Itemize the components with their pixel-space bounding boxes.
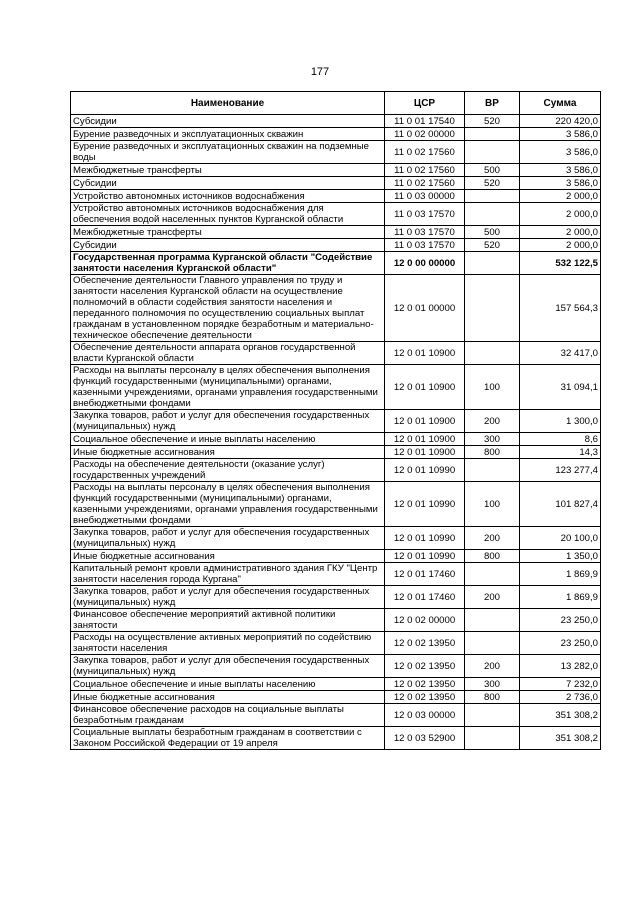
cell-name: Расходы на выплаты персоналу в целях обеспечения выполнения функций государственными (муниципальными) органами, казенными учреждениями, органами управления государственными внебюджетными фондами [71, 365, 385, 410]
table-row [71, 586, 601, 609]
table-row [71, 433, 601, 446]
cell-csr: 12 0 01 10990 [385, 527, 465, 550]
cell-sum: 1 350,0 [520, 550, 601, 563]
cell-csr: 12 0 01 10990 [385, 550, 465, 563]
page-number: 177 [310, 66, 330, 78]
cell-csr: 12 0 03 00000 [385, 704, 465, 727]
cell-name: Бурение разведочных и эксплуатационных скважин [71, 128, 385, 141]
cell-name: Устройство автономных источников водоснабжения для обеспечения водой населенных пунктов Курганской области [71, 203, 385, 226]
cell-sum: 2 736,0 [520, 691, 601, 704]
cell-sum: 2 000,0 [520, 190, 601, 203]
cell-name: Социальные выплаты безработным гражданам в соответствии с Законом Российской Федерации от 19 апреля [71, 727, 385, 750]
cell-vr [465, 563, 520, 586]
cell-vr: 200 [465, 586, 520, 609]
table-row [71, 563, 601, 586]
table-row [71, 203, 601, 226]
cell-name: Социальное обеспечение и иные выплаты населению [71, 433, 385, 446]
cell-name: Капитальный ремонт кровли административного здания ГКУ "Центр занятости населения города Кургана" [71, 563, 385, 586]
cell-name: Иные бюджетные ассигнования [71, 550, 385, 563]
header-name: Наименование [71, 92, 385, 115]
cell-sum: 123 277,4 [520, 459, 601, 482]
cell-name: Закупка товаров, работ и услуг для обеспечения государственных (муниципальных) нужд [71, 410, 385, 433]
table-row [71, 527, 601, 550]
cell-sum: 23 250,0 [520, 632, 601, 655]
cell-sum: 1 869,9 [520, 586, 601, 609]
cell-name: Расходы на осуществление активных мероприятий по содействию занятости населения [71, 632, 385, 655]
table-row [71, 446, 601, 459]
cell-csr: 11 0 03 00000 [385, 190, 465, 203]
cell-sum: 20 100,0 [520, 527, 601, 550]
cell-csr: 12 0 02 13950 [385, 678, 465, 691]
cell-csr: 12 0 01 00000 [385, 275, 465, 342]
cell-csr: 12 0 01 10900 [385, 433, 465, 446]
cell-vr: 200 [465, 655, 520, 678]
cell-vr: 800 [465, 446, 520, 459]
cell-vr: 100 [465, 365, 520, 410]
cell-csr: 11 0 02 17560 [385, 164, 465, 177]
cell-csr: 12 0 00 00000 [385, 252, 465, 275]
cell-vr [465, 128, 520, 141]
table-row [71, 482, 601, 527]
cell-sum: 101 827,4 [520, 482, 601, 527]
cell-name: Обеспечение деятельности Главного управления по труду и занятости населения Курганской области на осуществление полномочий в области содействия занятости населения и переданного полномочия по осуществлению социальных выплат гражданам в установленном порядке безработным и материально-техническое обеспечение деятельности [71, 275, 385, 342]
cell-csr: 12 0 02 13950 [385, 691, 465, 704]
cell-name: Закупка товаров, работ и услуг для обеспечения государственных (муниципальных) нужд [71, 527, 385, 550]
cell-name: Субсидии [71, 115, 385, 128]
table-row [71, 164, 601, 177]
table-row [71, 115, 601, 128]
cell-csr: 11 0 02 17560 [385, 177, 465, 190]
table-row [71, 226, 601, 239]
table-row [71, 410, 601, 433]
cell-csr: 11 0 02 00000 [385, 128, 465, 141]
cell-csr: 12 0 03 52900 [385, 727, 465, 750]
table-body [71, 115, 601, 750]
cell-vr [465, 704, 520, 727]
cell-csr: 12 0 01 10900 [385, 446, 465, 459]
table-row [71, 141, 601, 164]
cell-name: Расходы на обеспечение деятельности (оказание услуг) государственных учреждений [71, 459, 385, 482]
cell-name: Закупка товаров, работ и услуг для обеспечения государственных (муниципальных) нужд [71, 586, 385, 609]
cell-sum: 32 417,0 [520, 342, 601, 365]
table-row [71, 632, 601, 655]
table-row [71, 177, 601, 190]
cell-sum: 351 308,2 [520, 727, 601, 750]
cell-name: Устройство автономных источников водоснабжения [71, 190, 385, 203]
cell-sum: 3 586,0 [520, 128, 601, 141]
cell-csr: 11 0 03 17570 [385, 203, 465, 226]
cell-csr: 12 0 01 10900 [385, 365, 465, 410]
cell-name: Межбюджетные трансферты [71, 226, 385, 239]
cell-csr: 11 0 02 17560 [385, 141, 465, 164]
cell-name: Иные бюджетные ассигнования [71, 691, 385, 704]
cell-name: Субсидии [71, 177, 385, 190]
cell-name: Закупка товаров, работ и услуг для обеспечения государственных (муниципальных) нужд [71, 655, 385, 678]
cell-csr: 12 0 01 17460 [385, 563, 465, 586]
table-row [71, 727, 601, 750]
header-csr: ЦСР [385, 92, 465, 115]
table-header-row [71, 92, 601, 115]
cell-sum: 31 094,1 [520, 365, 601, 410]
table-row [71, 239, 601, 252]
cell-vr: 800 [465, 550, 520, 563]
table-row [71, 342, 601, 365]
cell-sum: 2 000,0 [520, 239, 601, 252]
cell-sum: 3 586,0 [520, 177, 601, 190]
cell-csr: 12 0 01 10990 [385, 459, 465, 482]
cell-sum: 8,6 [520, 433, 601, 446]
cell-vr [465, 275, 520, 342]
cell-sum: 220 420,0 [520, 115, 601, 128]
cell-vr: 200 [465, 410, 520, 433]
cell-csr: 12 0 02 13950 [385, 655, 465, 678]
cell-vr: 300 [465, 433, 520, 446]
cell-vr [465, 141, 520, 164]
header-vr: ВР [465, 92, 520, 115]
cell-name: Бурение разведочных и эксплуатационных скважин на подземные воды [71, 141, 385, 164]
cell-sum: 13 282,0 [520, 655, 601, 678]
cell-sum: 351 308,2 [520, 704, 601, 727]
cell-vr: 500 [465, 226, 520, 239]
cell-csr: 12 0 01 10900 [385, 410, 465, 433]
cell-csr: 12 0 01 17460 [385, 586, 465, 609]
cell-csr: 12 0 02 13950 [385, 632, 465, 655]
cell-vr: 800 [465, 691, 520, 704]
header-sum: Сумма [520, 92, 601, 115]
cell-vr [465, 203, 520, 226]
cell-vr: 520 [465, 177, 520, 190]
table-row [71, 190, 601, 203]
cell-csr: 11 0 01 17540 [385, 115, 465, 128]
cell-vr [465, 252, 520, 275]
cell-name: Финансовое обеспечение расходов на социальные выплаты безработным гражданам [71, 704, 385, 727]
cell-name: Иные бюджетные ассигнования [71, 446, 385, 459]
cell-vr [465, 632, 520, 655]
table-row [71, 655, 601, 678]
table-row [71, 275, 601, 342]
cell-name: Межбюджетные трансферты [71, 164, 385, 177]
cell-name: Финансовое обеспечение мероприятий активной политики занятости [71, 609, 385, 632]
cell-name: Субсидии [71, 239, 385, 252]
cell-name: Государственная программа Курганской области "Содействие занятости населения Курганской области" [71, 252, 385, 275]
cell-sum: 1 869,9 [520, 563, 601, 586]
cell-vr: 100 [465, 482, 520, 527]
cell-vr: 500 [465, 164, 520, 177]
cell-vr [465, 727, 520, 750]
cell-csr: 11 0 03 17570 [385, 239, 465, 252]
table-row [71, 609, 601, 632]
cell-vr [465, 609, 520, 632]
cell-vr: 200 [465, 527, 520, 550]
cell-vr [465, 459, 520, 482]
cell-csr: 12 0 01 10900 [385, 342, 465, 365]
cell-csr: 11 0 03 17570 [385, 226, 465, 239]
table-row [71, 678, 601, 691]
cell-sum: 7 232,0 [520, 678, 601, 691]
cell-name: Обеспечение деятельности аппарата органов государственной власти Курганской области [71, 342, 385, 365]
table-row [71, 365, 601, 410]
cell-name: Социальное обеспечение и иные выплаты населению [71, 678, 385, 691]
cell-name: Расходы на выплаты персоналу в целях обеспечения выполнения функций государственными (муниципальными) органами, казенными учреждениями, органами управления государственными внебюджетными фондами [71, 482, 385, 527]
cell-sum: 14,3 [520, 446, 601, 459]
table-row [71, 252, 601, 275]
cell-vr [465, 342, 520, 365]
table-row [71, 704, 601, 727]
table-row [71, 459, 601, 482]
cell-sum: 1 300,0 [520, 410, 601, 433]
table-row [71, 550, 601, 563]
cell-vr: 300 [465, 678, 520, 691]
cell-sum: 3 586,0 [520, 164, 601, 177]
budget-table [70, 91, 601, 750]
cell-vr: 520 [465, 239, 520, 252]
cell-sum: 23 250,0 [520, 609, 601, 632]
cell-sum: 2 000,0 [520, 226, 601, 239]
cell-vr: 520 [465, 115, 520, 128]
cell-vr [465, 190, 520, 203]
cell-sum: 532 122,5 [520, 252, 601, 275]
cell-sum: 3 586,0 [520, 141, 601, 164]
cell-csr: 12 0 02 00000 [385, 609, 465, 632]
cell-sum: 157 564,3 [520, 275, 601, 342]
table-row [71, 128, 601, 141]
table-row [71, 691, 601, 704]
cell-sum: 2 000,0 [520, 203, 601, 226]
cell-csr: 12 0 01 10990 [385, 482, 465, 527]
